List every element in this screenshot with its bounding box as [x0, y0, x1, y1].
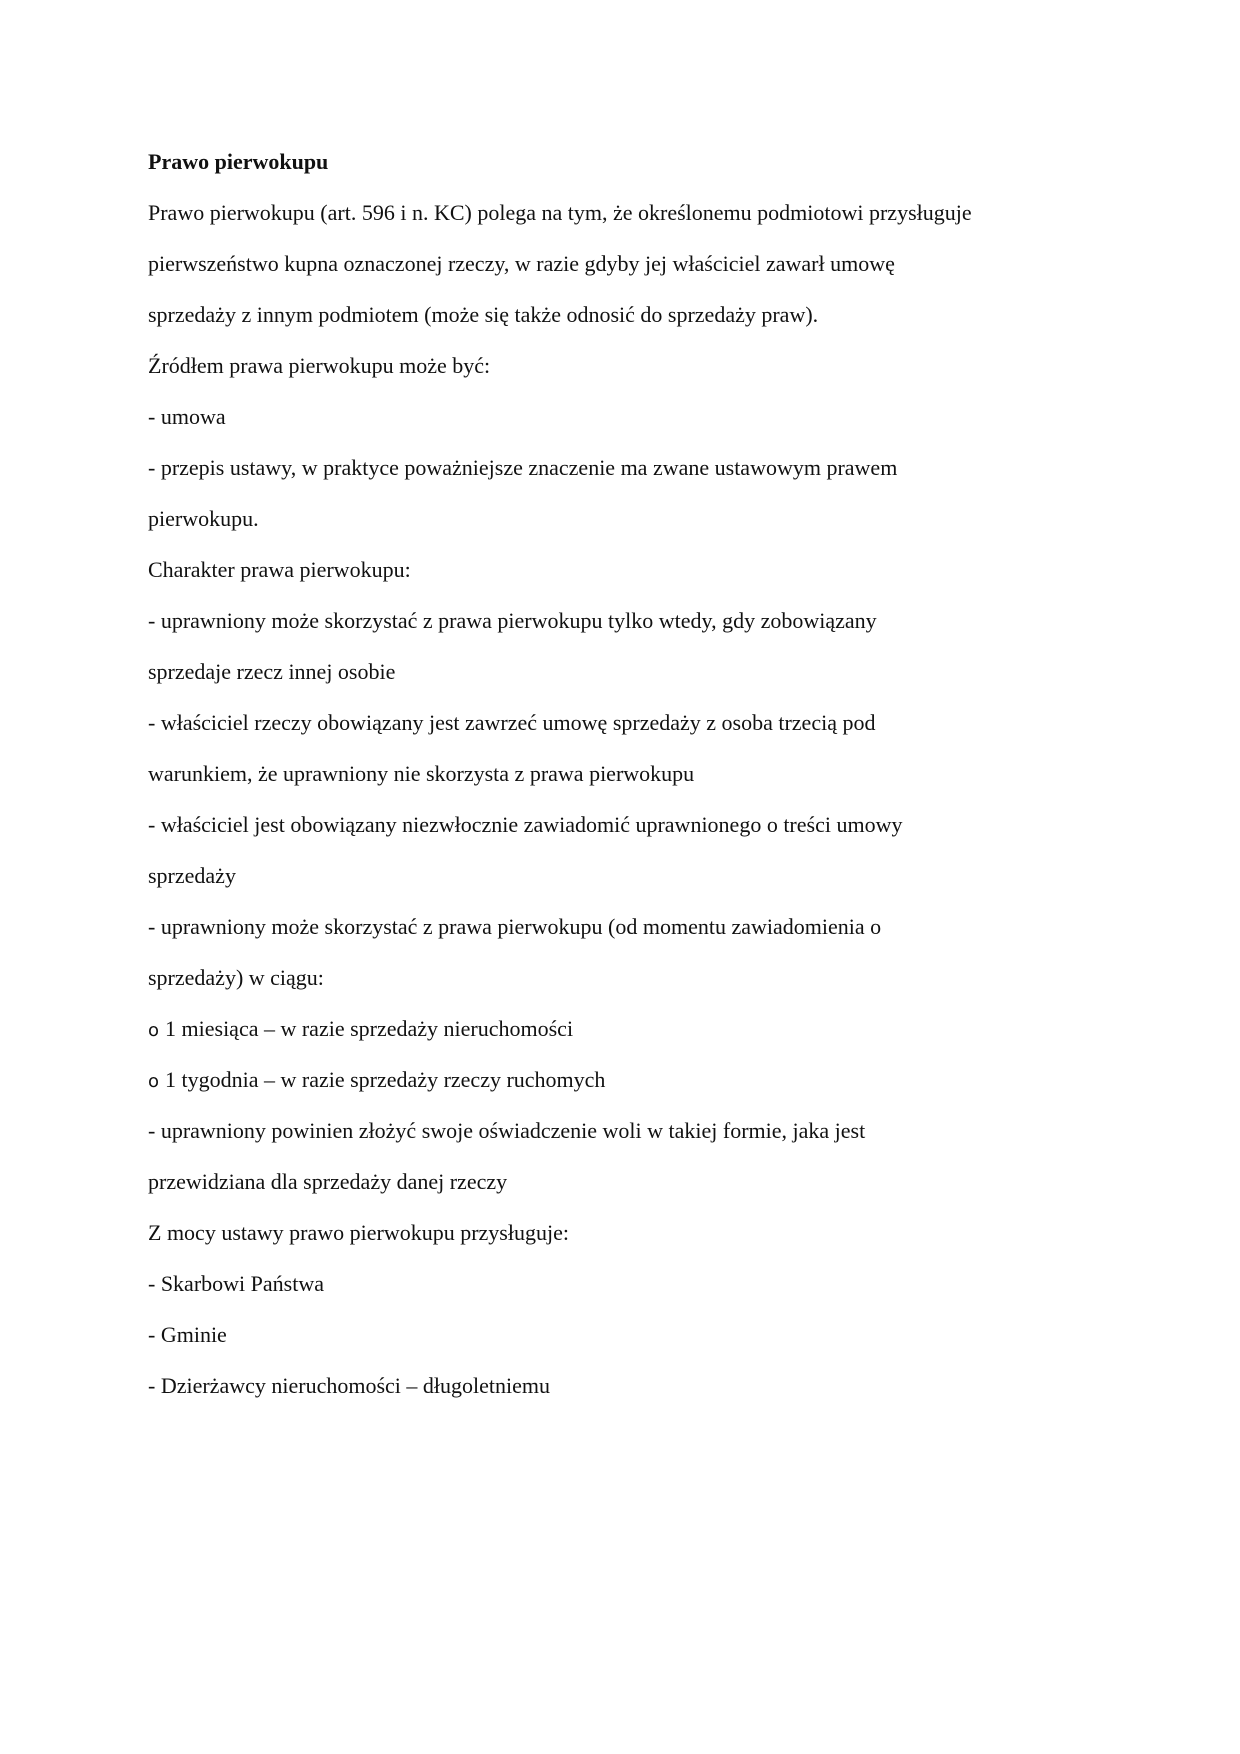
paragraph-line: Prawo pierwokupu (art. 596 i n. KC) polega na tym, że określonemu podmiotowi przysługuje — [148, 200, 972, 225]
list-item: - właściciel jest obowiązany niezwłocznie zawiadomić uprawnionego o treści umowy — [148, 812, 903, 837]
list-item-continuation: sprzedaży) w ciągu: — [148, 965, 324, 990]
list-item-continuation: przewidziana dla sprzedaży danej rzeczy — [148, 1169, 508, 1194]
list-item-continuation: sprzedaje rzecz innej osobie — [148, 659, 396, 684]
sub-list-item — [148, 1066, 605, 1096]
list-item: - właściciel rzeczy obowiązany jest zawrzeć umowę sprzedaży z osoba trzecią pod — [148, 710, 876, 735]
document-title: Prawo pierwokupu — [148, 149, 329, 174]
list-item: - uprawniony powinien złożyć swoje oświadczenie woli w takiej formie, jaka jest — [148, 1118, 866, 1143]
section-heading: Z mocy ustawy prawo pierwokupu przysługuje: — [148, 1220, 569, 1245]
list-item-continuation: sprzedaży — [148, 863, 236, 888]
sub-list-item-text: 1 miesiąca – w razie sprzedaży nieruchomości — [165, 1016, 574, 1041]
sub-list-item — [148, 1015, 573, 1045]
paragraph-line: pierwszeństwo kupna oznaczonej rzeczy, w razie gdyby jej właściciel zawarł umowę — [148, 251, 895, 276]
sub-list-item-text: 1 tygodnia – w razie sprzedaży rzeczy ruchomych — [165, 1067, 606, 1092]
list-item: - Gminie — [148, 1322, 227, 1347]
list-item: - przepis ustawy, w praktyce poważniejsze znaczenie ma zwane ustawowym prawem — [148, 455, 898, 480]
list-item: - umowa — [148, 404, 226, 429]
circle-bullet-icon: o — [148, 1020, 160, 1041]
list-item-continuation: warunkiem, że uprawniony nie skorzysta z prawa pierwokupu — [148, 761, 695, 786]
circle-bullet-icon: o — [148, 1071, 160, 1092]
list-item: - uprawniony może skorzystać z prawa pierwokupu tylko wtedy, gdy zobowiązany — [148, 608, 877, 633]
section-heading: Źródłem prawa pierwokupu może być: — [148, 353, 491, 378]
list-item: - Skarbowi Państwa — [148, 1271, 324, 1296]
list-item: - Dzierżawcy nieruchomości – długoletniemu — [148, 1373, 550, 1398]
section-heading: Charakter prawa pierwokupu: — [148, 557, 411, 582]
list-item: - uprawniony może skorzystać z prawa pierwokupu (od momentu zawiadomienia o — [148, 914, 882, 939]
paragraph-line: sprzedaży z innym podmiotem (może się także odnosić do sprzedaży praw). — [148, 302, 819, 327]
list-item-continuation: pierwokupu. — [148, 506, 259, 531]
